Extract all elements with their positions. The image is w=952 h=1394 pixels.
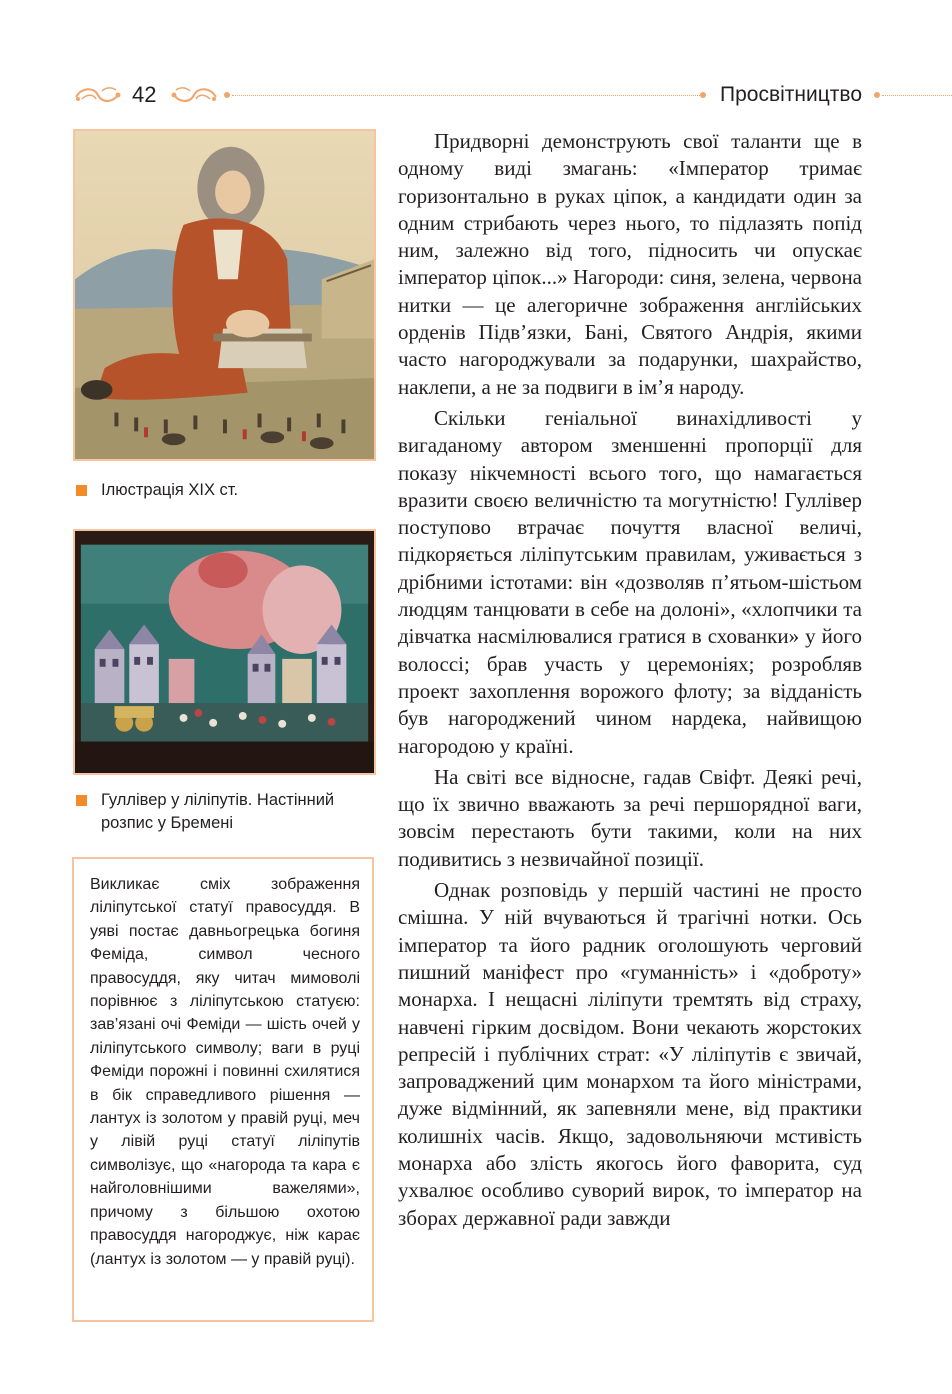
section-title: Просвітництво — [720, 83, 862, 106]
header-dot — [700, 92, 706, 98]
paragraph: Скільки геніальної винахідливості у вигаданому автором зменшенні пропорції для показу нікчемності всього того, що намагається вразити своєю величністю та могутністю! Гуллівер поступово втрачає почуття власної величі, підкоряється ліліпутським правилам, уживається з дрібними істотами: він «дозволяв п’ятьом-шістьом людцям танцювати в себе на долоні», «хлопчики та дівчатка насмілювалися гратися в схованки» у його волоссі; брав участь у церемоніях; розробляв проект захоплення ворожого флоту; за відданість був нагороджений чином нардека, найвищою нагородою у країні. — [398, 405, 862, 758]
figure-caption: Ілюстрація XIX ст. — [76, 479, 376, 502]
header-divider — [882, 95, 952, 96]
bremen-mural-image — [73, 529, 376, 775]
gulliver-illustration-image — [73, 129, 376, 461]
right-ornament-icon — [168, 83, 220, 107]
figure-caption: Гуллівер у ліліпутів. Настінний розпис у Бремені — [76, 789, 376, 835]
caption-bullet-icon — [76, 795, 87, 806]
header-dot — [224, 92, 230, 98]
header-dot — [874, 92, 880, 98]
paragraph: На світі все відносне, гадав Свіфт. Деякі речі, що їх звично вважають за речі першорядної ваги, зовсім перестають бути такими, коли на них подивитись з незвичайної позиції. — [398, 764, 862, 871]
header-divider — [232, 95, 700, 96]
page-number: 42 — [132, 82, 157, 107]
paragraph: Однак розповідь у першій частині не просто смішна. У ній вчуваються й трагічні нотки. Ось імператор та його радник оголошують черговий пишний маніфест про «гуманність» і «доброту» монарха. І нещасні ліліпути тремтять від страху, навчені гірким досвідом. Вони чекають жорстоких репресій і публічних страт: «У ліліпутів є звичай, запроваджений цим монархом та його міністрами, дуже відмінний, як запевняли мене, від практики колишніх часів. Якщо, задовольняючи мстивість монарха або злість якогось його фаворита, суд ухвалює особливо суворий вирок, то імператор на зборах державної ради завжди — [398, 878, 862, 1230]
note-box — [72, 857, 374, 1322]
left-ornament-icon — [72, 83, 124, 107]
note-text: Викликає сміх зображення ліліпутської статуї правосуддя. В уяві постає давньогрецька богиня Феміда, символ чесного правосуддя, яку читач мимоволі порівнює з ліліпутською статуєю: зав’язані очі Феміди — шість очей у ліліпутського символу; ваги в руці Феміди порожні і повинні схилятися в бік справедливого рішення — лантух із золотом у правій руці, меч у лівій руці статуї ліліпутів символізує, що «нагорода та кара є найголовнішими важелями», причому з більшою охотою правосуддя нагороджує, ніж карає (лантух із золотом — у правій руці). — [90, 876, 360, 1268]
main-text-column — [398, 128, 862, 1236]
paragraph: Придворні демонструють свої таланти ще в одному виді змагань: «Імператор тримає горизонтально в руках ціпок, а кандидати один за одним стрибають через нього, то підлазять попід ним, залежно від того, підносить чи опускає імператор ціпок...» Нагороди: синя, зелена, червона нитки — це алегоричне зображення англійських орденів Підв’язки, Бані, Святого Андрія, якими часто нагороджували за подарунки, шахрайство, наклепи, а не за подвиги в ім’я народу. — [398, 129, 862, 399]
caption-bullet-icon — [76, 485, 87, 496]
